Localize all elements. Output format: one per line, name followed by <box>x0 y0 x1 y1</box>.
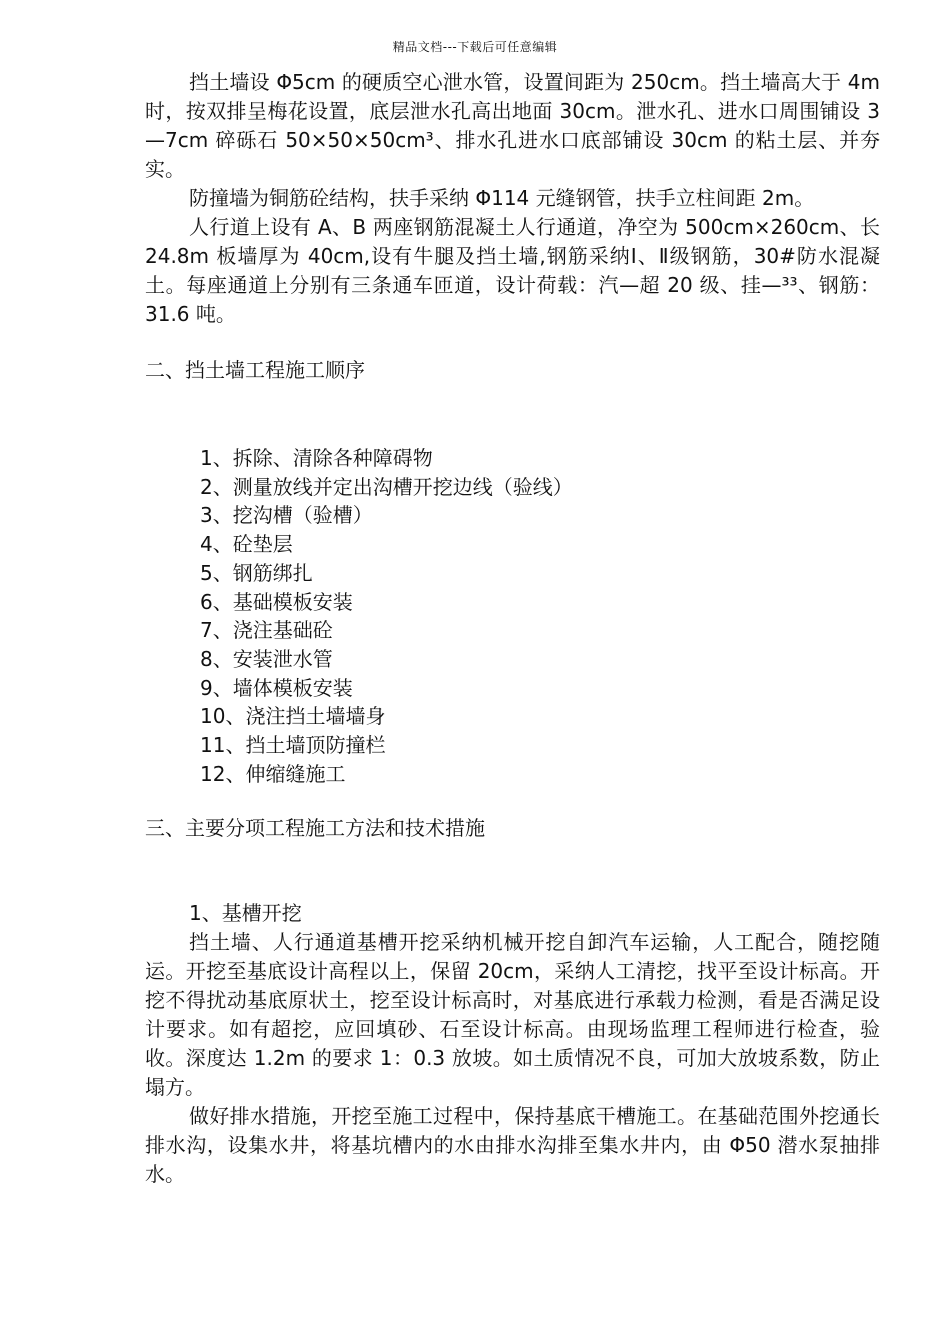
drain-pipe-paragraph: 挡土墙设 Φ5cm 的硬质空心泄水管，设置间距为 250cm。挡土墙高大于 4m 时，按双排呈梅花设置，底层泄水孔高出地面 30cm。泄水孔、进水口周围铺设 3—7cm 碎砾石 50×50×50cm³、排水孔进水口底部铺设 30cm 的粘土层、并夯实。 <box>145 70 880 181</box>
excavation-paragraph: 挡土墙、人行通道基槽开挖采纳机械开挖自卸汽车运输，人工配合，随挖随运。开挖至基底设计高程以上，保留 20cm，采纳人工清挖，找平至设计标高。开挖不得扰动基底原状土，挖至设计标高时，对基底进行承载力检测，看是否满足设计要求。如有超挖，应回填砂、石至设计标高。由现场监理工程师进行检查，验收。深度达 1.2m 的要求 1：0.3 放坡。如土质情况不良，可加大放坡系数，防止塌方。 <box>145 930 880 1100</box>
drainage-paragraph: 做好排水措施，开挖至施工过程中，保持基底干槽施工。在基础范围外挖通长排水沟，设集水井，将基坑槽内的水由排水沟排至集水井内，由 Φ50 潜水泵抽排水。 <box>145 1104 880 1187</box>
construction-sequence-list <box>145 444 880 788</box>
list-item: 12、伸缩缝施工 <box>200 761 346 786</box>
list-item: 5、钢筋绑扎 <box>200 560 313 585</box>
page-header: 精品文档---下载后可任意编辑 <box>392 40 558 54</box>
section-2-title: 二、挡土墙工程施工顺序 <box>145 358 365 382</box>
crash-wall-paragraph: 防撞墙为铜筋砼结构，扶手采纳 Φ114 元缝钢管，扶手立柱间距 2m。 <box>189 186 815 210</box>
list-item: 8、安装泄水管 <box>200 646 333 671</box>
list-item: 3、挖沟槽（验槽） <box>200 503 373 528</box>
list-item: 10、浇注挡土墙墙身 <box>200 704 386 729</box>
list-item: 6、基础模板安装 <box>200 589 353 614</box>
section-3-title: 三、主要分项工程施工方法和技术措施 <box>145 816 485 841</box>
pedestrian-passage-paragraph: 人行道上设有 A、B 两座钢筋混凝土人行通道，净空为 500cm×260cm、长 24.8m 板墙厚为 40cm,设有牛腿及挡土墙,钢筋采纳Ⅰ、Ⅱ级钢筋，30#防水混凝土。每座通道上分别有三条通车匝道，设计荷载：汽—超 20 级、挂—³³、钢筋：31.6 吨。 <box>145 215 880 326</box>
subsection-1-title: 1、基槽开挖 <box>189 901 302 926</box>
document-body <box>145 68 880 1189</box>
list-item: 11、挡土墙顶防撞栏 <box>200 733 386 758</box>
list-item: 9、墙体模板安装 <box>200 675 353 700</box>
list-item: 4、砼垫层 <box>200 532 293 557</box>
list-item: 7、浇注基础砼 <box>200 618 333 643</box>
list-item: 2、测量放线并定出沟槽开挖边线（验线） <box>200 474 573 499</box>
list-item: 1、拆除、清除各种障碍物 <box>200 446 433 470</box>
